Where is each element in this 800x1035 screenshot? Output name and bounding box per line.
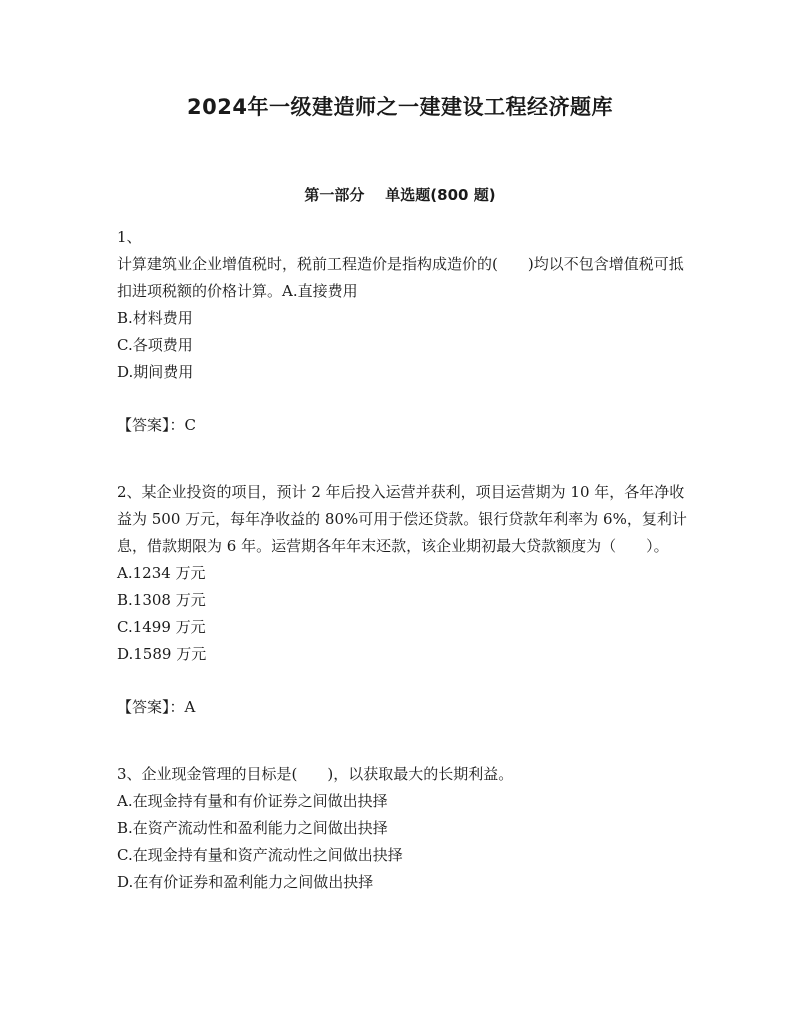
question-option: B.材料费用 (117, 309, 193, 327)
question-option: D.期间费用 (117, 363, 194, 381)
question-stem-text: 某企业投资的项目，预计 2 年后投入运营并获利，项目运营期为 10 年，各年净收益为 500 万元，每年净收益的 80%可用于偿还贷款。银行贷款年利率为 6%，复利计息，借款期限为 6 年。运营期各年年末还款，该企业期初最大贷款额度为（ ）。 (117, 483, 687, 555)
question-option: A.在现金持有量和有价证券之间做出抉择 (117, 792, 388, 810)
answer-line: 【答案】：A (117, 698, 196, 716)
question-number: 2、 (117, 483, 142, 501)
question-stem (117, 761, 687, 788)
question-option: C.各项费用 (117, 336, 193, 354)
question-number: 1、 (117, 228, 142, 246)
section-title: 第一部分 单选题(800 题) (304, 186, 496, 204)
question-3 (117, 761, 687, 896)
answer-line: 【答案】：C (117, 416, 196, 434)
question-option: A.1234 万元 (117, 564, 206, 582)
question-option: B.1308 万元 (117, 591, 206, 609)
question-option: D.在有价证券和盈利能力之间做出抉择 (117, 873, 374, 891)
question-option: C.1499 万元 (117, 618, 206, 636)
question-2 (117, 479, 687, 721)
question-stem: 计算建筑业企业增值税时，税前工程造价是指构成造价的( )均以不包含增值税可抵扣进项税额的价格计算。A.直接费用 (117, 255, 684, 300)
question-number: 3、 (117, 765, 142, 783)
document-title: 2024年一级建造师之一建建设工程经济题库 (187, 95, 613, 119)
question-1 (117, 224, 687, 439)
question-list (117, 224, 687, 896)
question-stem (117, 479, 687, 560)
spacer (117, 439, 687, 479)
question-option: D.1589 万元 (117, 645, 207, 663)
question-stem-text: 企业现金管理的目标是( )，以获取最大的长期利益。 (141, 765, 514, 783)
question-option: B.在资产流动性和盈利能力之间做出抉择 (117, 819, 388, 837)
question-option: C.在现金持有量和资产流动性之间做出抉择 (117, 846, 403, 864)
spacer (117, 721, 687, 761)
